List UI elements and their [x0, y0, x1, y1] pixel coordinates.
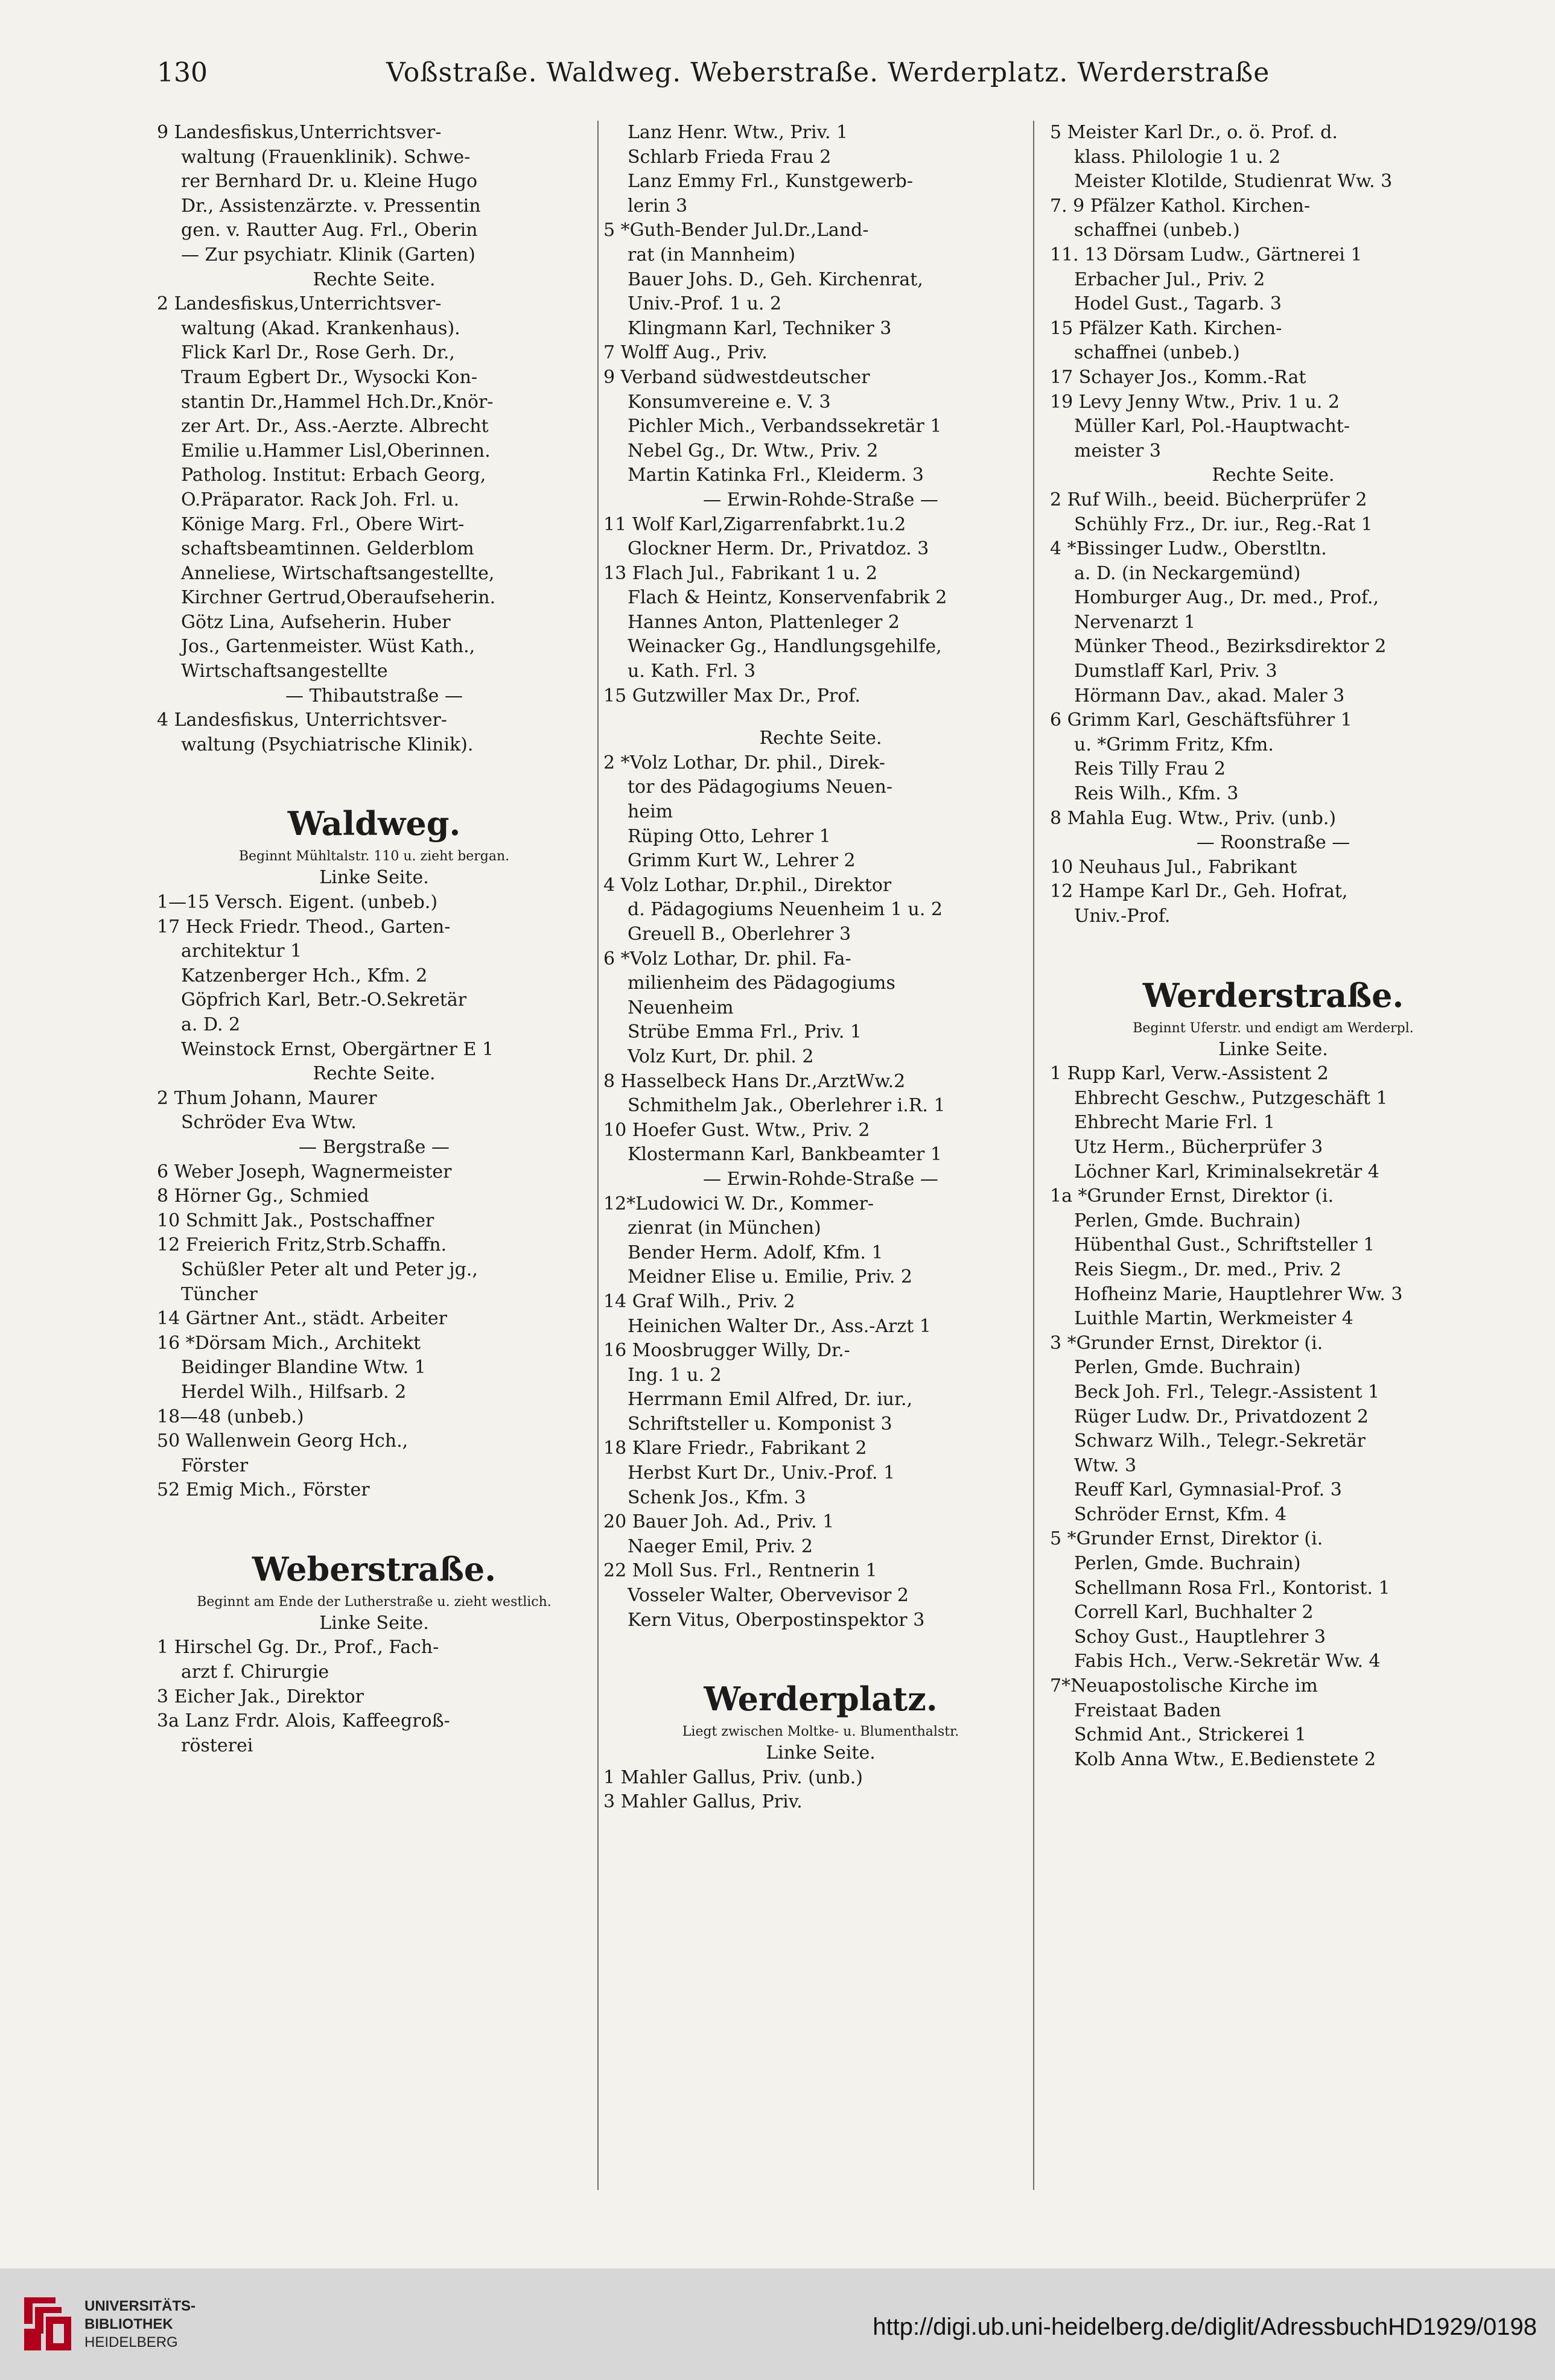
entry-continuation: Flick Karl Dr., Rose Gerh. Dr.,: [181, 342, 455, 364]
side-heading: Linke Seite.: [319, 867, 429, 889]
entry-continuation: Utz Herm., Bücherprüfer 3: [1074, 1136, 1323, 1158]
entry-line: 14 Graf Wilh., Priv. 2: [603, 1290, 795, 1312]
entry-continuation: Bender Herm. Adolf, Kfm. 1: [628, 1242, 883, 1263]
entry-continuation: Ehbrecht Geschw., Putzgeschäft 1: [1074, 1087, 1388, 1109]
entry-continuation: Patholog. Institut: Erbach Georg,: [181, 465, 486, 486]
entry-line: 4 *Bissinger Ludw., Oberstltn.: [1050, 538, 1327, 560]
side-heading: Rechte Seite.: [1212, 465, 1335, 486]
entry-line: 2 Ruf Wilh., beeid. Bücherprüfer 2: [1050, 489, 1367, 510]
entry-continuation: Schühly Frz., Dr. iur., Reg.-Rat 1: [1074, 513, 1373, 535]
side-heading: Rechte Seite.: [313, 1063, 436, 1085]
entry-continuation: Beidinger Blandine Wtw. 1: [181, 1357, 426, 1379]
entry-line: 1—15 Versch. Eigent. (unbeb.): [157, 892, 438, 913]
side-heading: — Bergstraße —: [299, 1136, 450, 1158]
entry-line: 6 Grimm Karl, Geschäftsführer 1: [1050, 709, 1352, 731]
entry-continuation: Reis Wilh., Kfm. 3: [1074, 783, 1239, 805]
entry-continuation: Reis Tilly Frau 2: [1074, 758, 1226, 780]
entry-continuation: Schmid Ant., Strickerei 1: [1074, 1724, 1306, 1746]
entry-continuation: Dr., Assistenzärzte. v. Pressentin: [181, 195, 481, 217]
entry-continuation: Univ.-Prof. 1 u. 2: [628, 293, 782, 315]
entry-continuation: meister 3: [1074, 440, 1161, 462]
entry-continuation: Vosseler Walter, Obervevisor 2: [628, 1585, 909, 1607]
entry-continuation: Weinstock Ernst, Obergärtner E 1: [181, 1038, 494, 1060]
entry-continuation: Schellmann Rosa Frl., Kontorist. 1: [1074, 1577, 1390, 1599]
entry-continuation: u. Kath. Frl. 3: [628, 661, 756, 682]
entry-continuation: Luithle Martin, Werkmeister 4: [1074, 1308, 1353, 1330]
entry-continuation: Hübenthal Gust., Schriftsteller 1: [1074, 1234, 1375, 1256]
column-right: [1050, 121, 1496, 1772]
entry-continuation: Schriftsteller u. Komponist 3: [628, 1413, 892, 1435]
entry-continuation: a. D. 2: [181, 1014, 241, 1035]
entry-continuation: Klostermann Karl, Bankbeamter 1: [628, 1144, 942, 1166]
entry-continuation: Perlen, Gmde. Buchrain): [1074, 1553, 1301, 1575]
entry-line: 9 Landesfiskus,Unterrichtsver-: [157, 122, 442, 143]
entry-line: 6 Weber Joseph, Wagnermeister: [157, 1161, 452, 1182]
entry-continuation: Lanz Emmy Frl., Kunstgewerb-: [628, 171, 914, 192]
street-description: Liegt zwischen Moltke- u. Blumenthalstr.: [682, 1724, 959, 1740]
entry-line: 12 Hampe Karl Dr., Geh. Hofrat,: [1050, 881, 1348, 903]
entry-line: 3 Mahler Gallus, Priv.: [603, 1791, 803, 1813]
entry-continuation: Weinacker Gg., Handlungsgehilfe,: [628, 636, 942, 658]
entry-continuation: milienheim des Pädagogiums: [628, 973, 895, 994]
entry-continuation: lerin 3: [628, 195, 688, 217]
entry-continuation: Dumstlaff Karl, Priv. 3: [1074, 661, 1277, 682]
entry-line: 14 Gärtner Ant., städt. Arbeiter: [157, 1308, 447, 1330]
entry-line: 16 *Dörsam Mich., Architekt: [157, 1332, 421, 1354]
entry-continuation: Fabis Hch., Verw.-Sekretär Ww. 4: [1074, 1651, 1381, 1672]
entry-continuation: Heinichen Walter Dr., Ass.-Arzt 1: [628, 1315, 931, 1337]
entry-continuation: Konsumvereine e. V. 3: [628, 391, 831, 413]
page-number: 130: [157, 57, 208, 88]
entry-continuation: Nervenarzt 1: [1074, 611, 1196, 633]
library-name-line: HEIDELBERG: [84, 2334, 178, 2350]
entry-line: 5 *Grunder Ernst, Direktor (i.: [1050, 1528, 1323, 1550]
entry-continuation: Schüßler Peter alt und Peter jg.,: [181, 1258, 478, 1280]
entry-line: 5 Meister Karl Dr., o. ö. Prof. d.: [1050, 122, 1338, 143]
entry-continuation: Könige Marg. Frl., Obere Wirt-: [181, 513, 465, 535]
side-heading: — Roonstraße —: [1196, 832, 1350, 854]
entry-continuation: Schröder Ernst, Kfm. 4: [1074, 1503, 1287, 1525]
side-heading: Rechte Seite.: [759, 728, 882, 749]
library-name: [84, 2297, 196, 2352]
entry-line: 20 Bauer Joh. Ad., Priv. 1: [603, 1511, 835, 1533]
entry-line: 2 Landesfiskus,Unterrichtsver-: [157, 293, 442, 315]
entry-continuation: Ehbrecht Marie Frl. 1: [1074, 1112, 1275, 1134]
entry-line: 50 Wallenwein Georg Hch.,: [157, 1430, 409, 1452]
entry-continuation: Lanz Henr. Wtw., Priv. 1: [628, 122, 848, 143]
street-heading: Werderplatz.: [704, 1680, 938, 1719]
entry-continuation: Göpfrich Karl, Betr.-O.Sekretär: [181, 989, 467, 1011]
entry-continuation: Herbst Kurt Dr., Univ.-Prof. 1: [628, 1462, 895, 1484]
entry-line: 10 Schmitt Jak., Postschaffner: [157, 1210, 434, 1231]
side-heading: Linke Seite.: [319, 1612, 429, 1634]
entry-continuation: Katzenberger Hch., Kfm. 2: [181, 965, 428, 986]
entry-continuation: Schwarz Wilh., Telegr.-Sekretär: [1074, 1430, 1366, 1452]
entry-continuation: Schenk Jos., Kfm. 3: [628, 1487, 806, 1508]
entry-continuation: Emilie u.Hammer Lisl,Oberinnen.: [181, 440, 491, 462]
side-heading: Linke Seite.: [1218, 1038, 1328, 1060]
entry-line: 18 Klare Friedr., Fabrikant 2: [603, 1438, 867, 1459]
entry-continuation: tor des Pädagogiums Neuen-: [628, 776, 892, 798]
entry-continuation: Reis Siegm., Dr. med., Priv. 2: [1074, 1258, 1341, 1280]
entry-continuation: klass. Philologie 1 u. 2: [1074, 146, 1281, 168]
entry-continuation: Perlen, Gmde. Buchrain): [1074, 1210, 1301, 1231]
entry-continuation: Kolb Anna Wtw., E.Bedienstete 2: [1074, 1748, 1376, 1770]
entry-continuation: waltung (Akad. Krankenhaus).: [181, 317, 460, 339]
entry-continuation: Homburger Aug., Dr. med., Prof.,: [1074, 587, 1379, 609]
entry-continuation: Schmithelm Jak., Oberlehrer i.R. 1: [628, 1095, 946, 1117]
entry-continuation: Götz Lina, Aufseherin. Huber: [181, 611, 451, 633]
entry-continuation: Rüping Otto, Lehrer 1: [628, 825, 831, 847]
entry-line: 3 *Grunder Ernst, Direktor (i.: [1050, 1332, 1323, 1354]
spacer: [603, 1633, 1038, 1675]
entry-line: 1 Mahler Gallus, Priv. (unb.): [603, 1766, 863, 1788]
entry-line: 13 Flach Jul., Fabrikant 1 u. 2: [603, 562, 878, 584]
entry-line: 10 Neuhaus Jul., Fabrikant: [1050, 856, 1297, 878]
entry-line: 2 Thum Johann, Maurer: [157, 1087, 377, 1109]
side-heading: — Thibautstraße —: [285, 685, 463, 706]
entry-continuation: Wirtschaftsangestellte: [181, 661, 388, 682]
entry-continuation: Schoy Gust., Hauptlehrer 3: [1074, 1626, 1326, 1648]
entry-line: 1a *Grunder Ernst, Direktor (i.: [1050, 1185, 1334, 1207]
entry-line: 3a Lanz Frdr. Alois, Kaffeegroß-: [157, 1710, 450, 1732]
entry-continuation: Klingmann Karl, Techniker 3: [628, 317, 892, 339]
entry-line: 16 Moosbrugger Willy, Dr.-: [603, 1340, 850, 1362]
entry-continuation: Hörmann Dav., akad. Maler 3: [1074, 685, 1345, 706]
entry-line: 4 Landesfiskus, Unterrichtsver-: [157, 709, 447, 731]
entry-continuation: rer Bernhard Dr. u. Kleine Hugo: [181, 171, 478, 192]
side-heading: Rechte Seite.: [313, 268, 436, 290]
entry-continuation: Univ.-Prof.: [1074, 906, 1171, 927]
entry-line: 10 Hoefer Gust. Wtw., Priv. 2: [603, 1119, 870, 1141]
entry-continuation: waltung (Psychiatrische Klinik).: [181, 734, 474, 755]
spacer: [1050, 929, 1496, 971]
entry-continuation: Glockner Herm. Dr., Privatdoz. 3: [628, 538, 929, 560]
column-left: [157, 121, 591, 1758]
entry-continuation: Hannes Anton, Plattenleger 2: [628, 611, 900, 633]
spacer: [157, 1503, 591, 1545]
street-description: Beginnt Mühltalstr. 110 u. zieht bergan.: [238, 849, 510, 865]
entry-continuation: Schröder Eva Wtw.: [181, 1112, 357, 1134]
entry-continuation: Volz Kurt, Dr. phil. 2: [628, 1046, 814, 1067]
entry-continuation: Naeger Emil, Priv. 2: [628, 1535, 813, 1557]
entry-continuation: Jos., Gartenmeister. Wüst Kath.,: [181, 636, 475, 658]
page-header: [157, 57, 1270, 100]
street-heading: Waldweg.: [287, 804, 461, 843]
entry-continuation: Traum Egbert Dr., Wysocki Kon-: [181, 366, 478, 388]
entry-line: 8 Hasselbeck Hans Dr.,ArztWw.2: [603, 1070, 906, 1092]
entry-continuation: Beck Joh. Frl., Telegr.-Assistent 1: [1074, 1381, 1380, 1403]
entry-line: 19 Levy Jenny Wtw., Priv. 1 u. 2: [1050, 391, 1340, 413]
entry-line: 12*Ludowici W. Dr., Kommer-: [603, 1193, 874, 1214]
entry-continuation: Tüncher: [181, 1283, 258, 1305]
entry-line: 11 Wolf Karl,Zigarrenfabrkt.1u.2: [603, 513, 906, 535]
side-heading: — Erwin-Rohde-Straße —: [703, 489, 938, 510]
entry-continuation: Hodel Gust., Tagarb. 3: [1074, 293, 1282, 315]
street-description: Beginnt Uferstr. und endigt am Werderpl.: [1133, 1020, 1414, 1036]
entry-continuation: stantin Dr.,Hammel Hch.Dr.,Knör-: [181, 391, 494, 413]
entry-continuation: Neuenheim: [628, 997, 734, 1018]
source-url-link[interactable]: http://digi.ub.uni-heidelberg.de/diglit/AdressbuchHD1929/0198: [873, 2314, 1537, 2340]
entry-continuation: schaftsbeamtinnen. Gelderblom: [181, 538, 474, 560]
entry-continuation: Strübe Emma Frl., Priv. 1: [628, 1021, 862, 1043]
side-heading: Linke Seite.: [766, 1742, 876, 1764]
entry-continuation: Bauer Johs. D., Geh. Kirchenrat,: [628, 268, 923, 290]
entry-continuation: O.Präparator. Rack Joh. Frl. u.: [181, 489, 460, 510]
street-heading: Weberstraße.: [252, 1549, 497, 1588]
entry-continuation: Grimm Kurt W., Lehrer 2: [628, 850, 856, 872]
entry-continuation: — Zur psychiatr. Klinik (Garten): [181, 244, 475, 265]
entry-line: 17 Heck Friedr. Theod., Garten-: [157, 916, 451, 938]
entry-continuation: Müller Karl, Pol.-Hauptwacht-: [1074, 416, 1350, 437]
entry-line: 12 Freierich Fritz,Strb.Schaffn.: [157, 1234, 447, 1256]
entry-continuation: Ing. 1 u. 2: [628, 1364, 722, 1386]
entry-continuation: Münker Theod., Bezirksdirektor 2: [1074, 636, 1387, 658]
entry-continuation: Rüger Ludw. Dr., Privatdozent 2: [1074, 1406, 1369, 1427]
entry-line: 7. 9 Pfälzer Kathol. Kirchen-: [1050, 195, 1311, 217]
entry-continuation: rat (in Mannheim): [628, 244, 796, 265]
library-name-line: UNIVERSITÄTS-: [84, 2298, 196, 2314]
entry-continuation: Herrmann Emil Alfred, Dr. iur.,: [628, 1389, 913, 1411]
library-name-line: BIBLIOTHEK: [84, 2316, 173, 2332]
street-description: Beginnt am Ende der Lutherstraße u. zieht westlich.: [197, 1594, 552, 1610]
entry-continuation: Flach & Heintz, Konservenfabrik 2: [628, 587, 947, 609]
column-divider: [597, 121, 599, 2190]
entry-line: 8 Hörner Gg., Schmied: [157, 1185, 369, 1207]
entry-line: 15 Gutzwiller Max Dr., Prof.: [603, 685, 860, 706]
entry-continuation: Correll Karl, Buchhalter 2: [1074, 1602, 1314, 1623]
entry-continuation: Greuell B., Oberlehrer 3: [628, 924, 851, 945]
entry-continuation: Herdel Wilh., Hilfsarb. 2: [181, 1381, 407, 1403]
entry-line: 6 *Volz Lothar, Dr. phil. Fa-: [603, 948, 851, 969]
entry-continuation: Freistaat Baden: [1074, 1699, 1221, 1721]
entry-continuation: Kirchner Gertrud,Oberaufseherin.: [181, 587, 496, 609]
entry-line: 11. 13 Dörsam Ludw., Gärtnerei 1: [1050, 244, 1363, 265]
entry-line: 9 Verband südwestdeutscher: [603, 366, 870, 388]
entry-line: 2 *Volz Lothar, Dr. phil., Direk-: [603, 752, 885, 773]
entry-line: 5 *Guth-Bender Jul.Dr.,Land-: [603, 220, 869, 241]
entry-line: 17 Schayer Jos., Komm.-Rat: [1050, 366, 1306, 388]
entry-continuation: Anneliese, Wirtschaftsangestellte,: [181, 562, 495, 584]
entry-continuation: Meidner Elise u. Emilie, Priv. 2: [628, 1266, 913, 1288]
library-logo-icon: [19, 2295, 74, 2353]
entry-continuation: zienrat (in München): [628, 1217, 821, 1239]
spacer: [603, 708, 1038, 726]
side-heading: — Erwin-Rohde-Straße —: [703, 1168, 938, 1190]
entry-continuation: Pichler Mich., Verbandssekretär 1: [628, 416, 942, 437]
entry-continuation: Martin Katinka Frl., Kleiderm. 3: [628, 465, 924, 486]
entry-line: 1 Rupp Karl, Verw.-Assistent 2: [1050, 1063, 1329, 1085]
entry-continuation: Perlen, Gmde. Buchrain): [1074, 1357, 1301, 1379]
entry-continuation: Reuff Karl, Gymnasial-Prof. 3: [1074, 1479, 1342, 1501]
entry-line: 8 Mahla Eug. Wtw., Priv. (unb.): [1050, 807, 1337, 829]
entry-continuation: Nebel Gg., Dr. Wtw., Priv. 2: [628, 440, 879, 462]
running-title: Voßstraße. Waldweg. Weberstraße. Werderplatz. Werderstraße: [386, 57, 1270, 88]
entry-line: 1 Hirschel Gg. Dr., Prof., Fach-: [157, 1637, 439, 1658]
entry-continuation: Erbacher Jul., Priv. 2: [1074, 268, 1265, 290]
entry-line: 52 Emig Mich., Förster: [157, 1479, 370, 1501]
footer-bar: [0, 2268, 1555, 2380]
entry-continuation: Meister Klotilde, Studienrat Ww. 3: [1074, 171, 1393, 192]
entry-continuation: Wtw. 3: [1074, 1455, 1137, 1476]
entry-continuation: heim: [628, 801, 673, 823]
entry-line: 15 Pfälzer Kath. Kirchen-: [1050, 317, 1282, 339]
entry-line: 4 Volz Lothar, Dr.phil., Direktor: [603, 874, 892, 896]
entry-continuation: Schlarb Frieda Frau 2: [628, 146, 832, 168]
spacer: [157, 757, 591, 799]
entry-continuation: u. *Grimm Fritz, Kfm.: [1074, 734, 1274, 755]
entry-continuation: rösterei: [181, 1734, 253, 1756]
entry-continuation: arzt f. Chirurgie: [181, 1661, 329, 1683]
entry-continuation: a. D. (in Neckargemünd): [1074, 562, 1301, 584]
entry-line: 22 Moll Sus. Frl., Rentnerin 1: [603, 1560, 877, 1582]
entry-line: 7*Neuapostolische Kirche im: [1050, 1675, 1318, 1697]
entry-continuation: waltung (Frauenklinik). Schwe-: [181, 146, 471, 168]
column-divider: [1033, 121, 1034, 2190]
entry-line: 18—48 (unbeb.): [157, 1406, 304, 1427]
entry-continuation: d. Pädagogiums Neuenheim 1 u. 2: [628, 899, 943, 921]
entry-continuation: Löchner Karl, Kriminalsekretär 4: [1074, 1161, 1379, 1182]
entry-continuation: schaffnei (unbeb.): [1074, 220, 1240, 241]
entry-line: 7 Wolff Aug., Priv.: [603, 342, 768, 364]
entry-continuation: Hofheinz Marie, Hauptlehrer Ww. 3: [1074, 1283, 1403, 1305]
entry-line: 3 Eicher Jak., Direktor: [157, 1686, 364, 1707]
entry-continuation: architektur 1: [181, 941, 302, 962]
entry-continuation: Kern Vitus, Oberpostinspektor 3: [628, 1609, 925, 1631]
entry-continuation: schaffnei (unbeb.): [1074, 342, 1240, 364]
column-middle: [603, 121, 1038, 1815]
entry-continuation: Förster: [181, 1455, 249, 1476]
street-heading: Werderstraße.: [1142, 976, 1404, 1015]
entry-continuation: gen. v. Rautter Aug. Frl., Oberin: [181, 220, 478, 241]
entry-continuation: zer Art. Dr., Ass.-Aerzte. Albrecht: [181, 416, 489, 437]
